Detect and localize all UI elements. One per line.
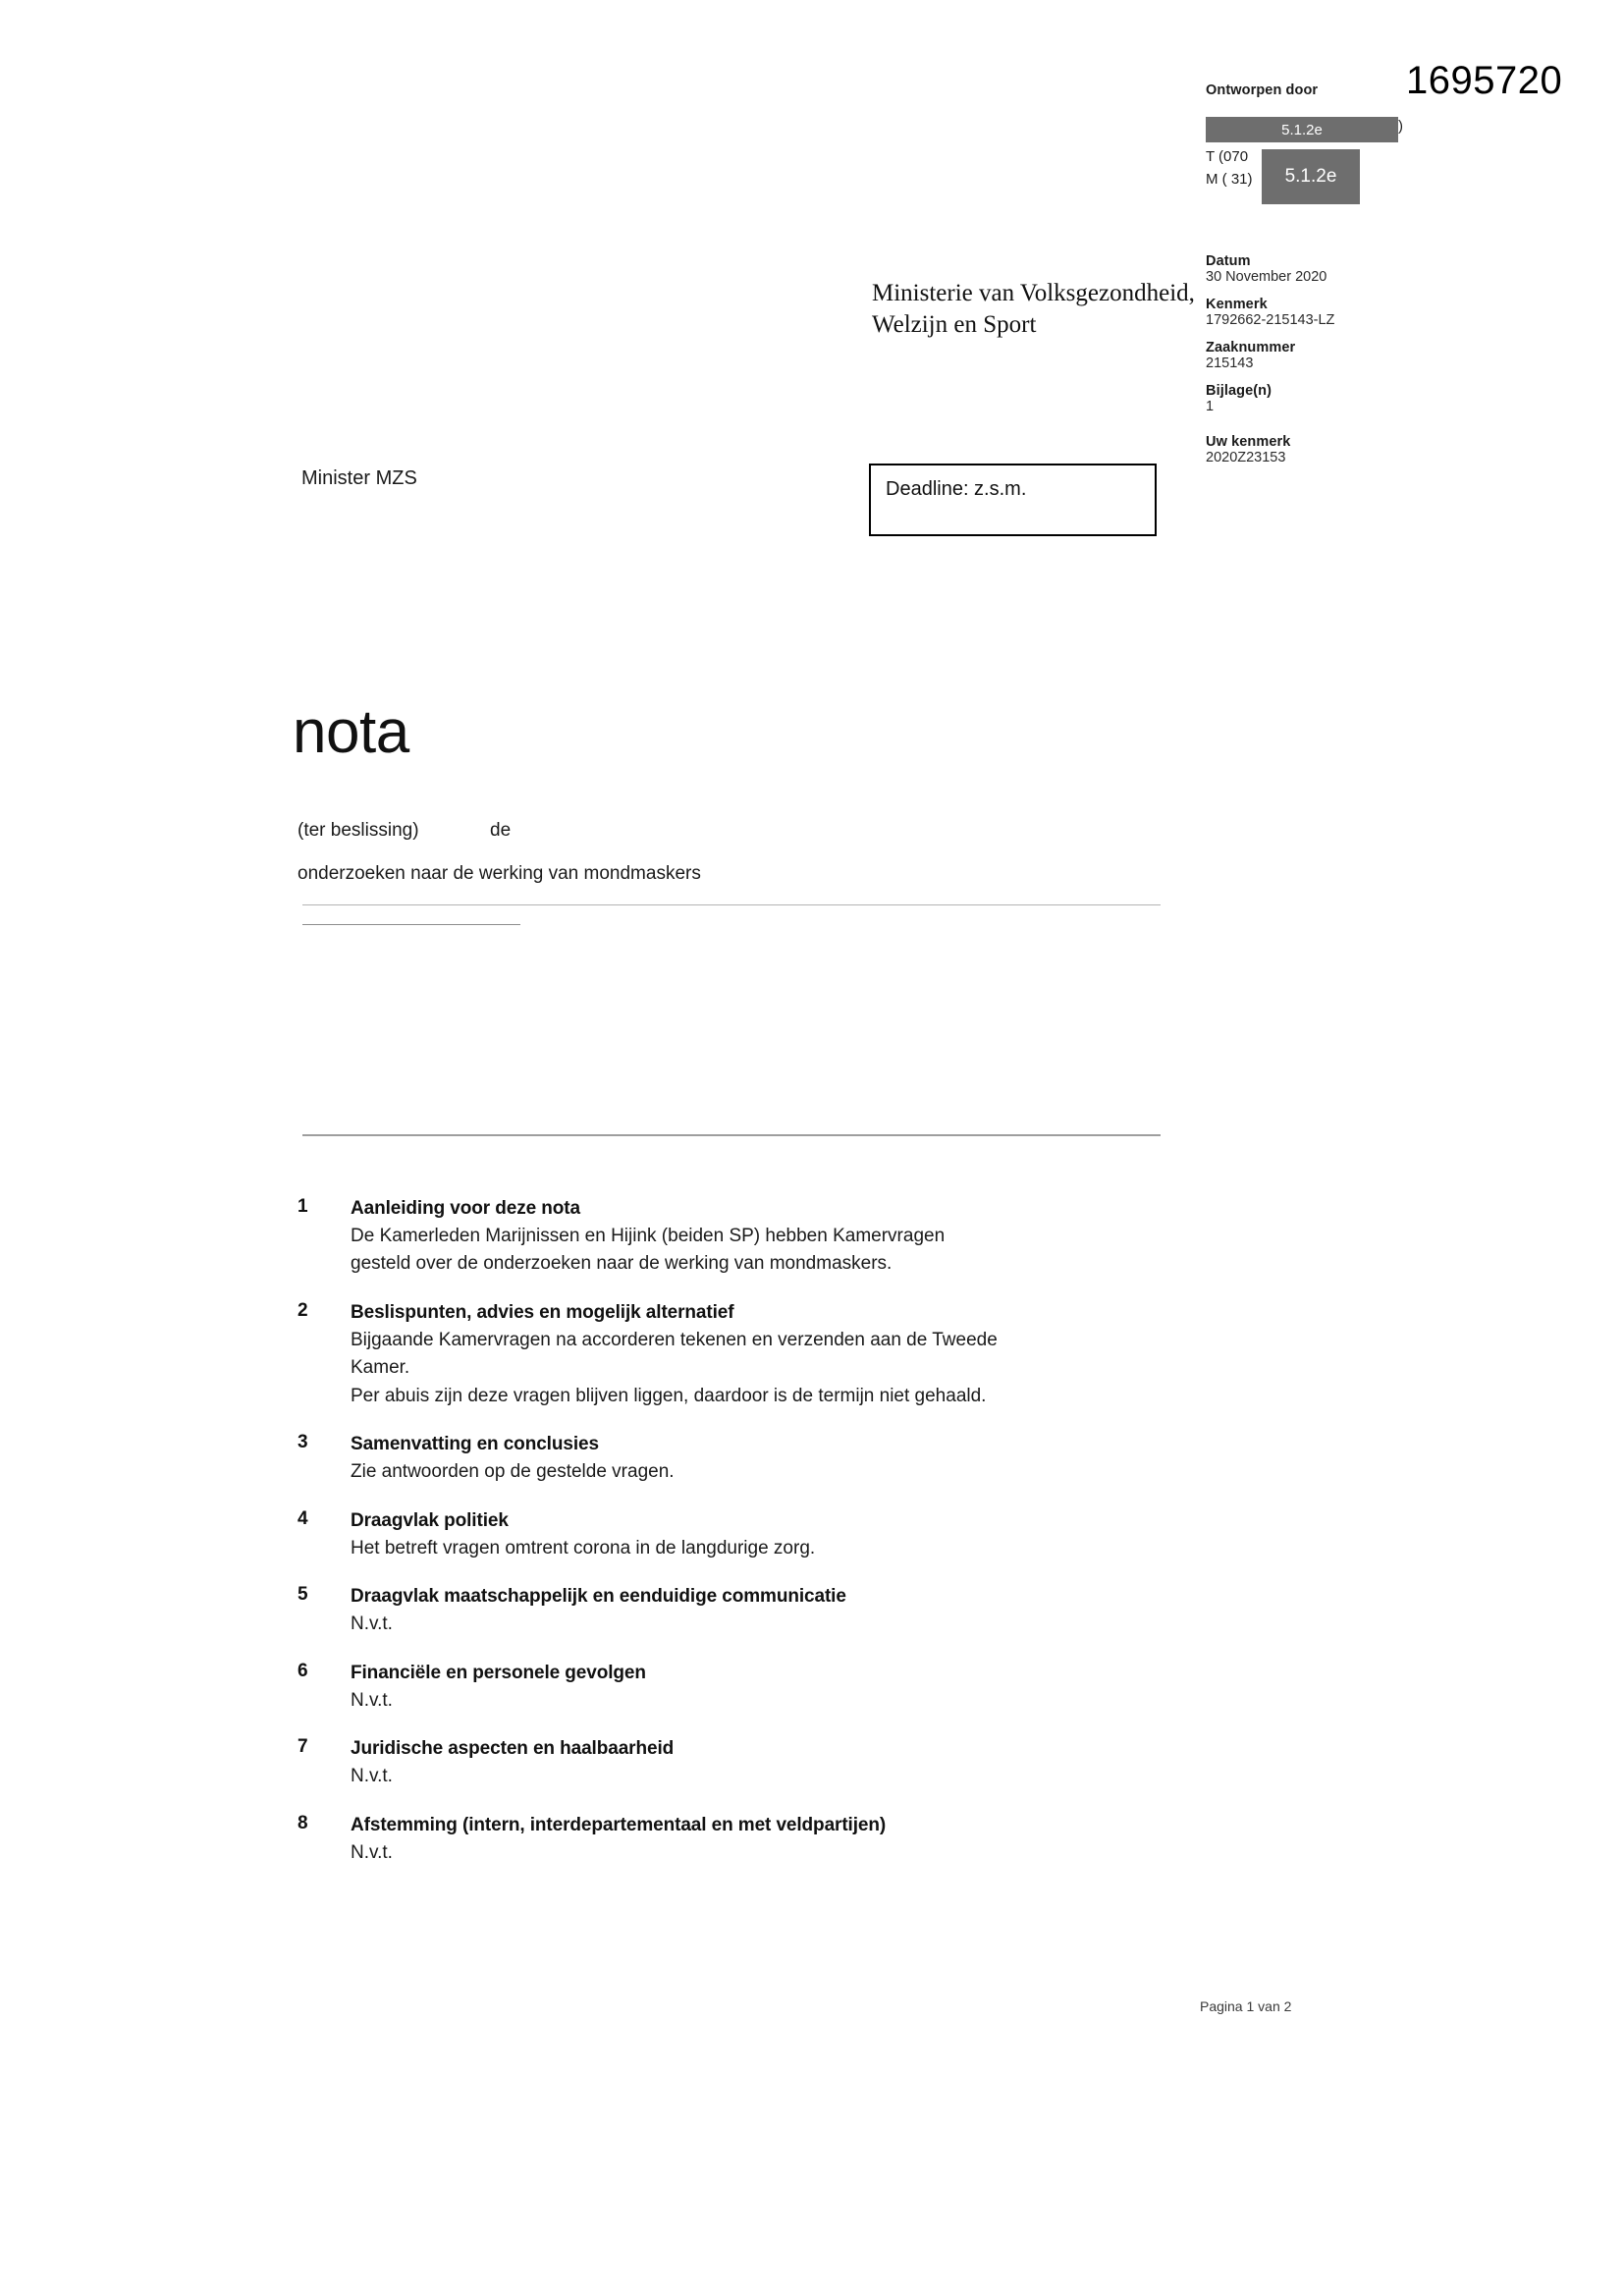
phone-line: T (070 (1206, 148, 1249, 165)
divider-subject (302, 904, 1161, 905)
section-number: 7 (298, 1736, 308, 1758)
metadata-value-zaaknummer: 215143 (1206, 355, 1254, 371)
section-number: 4 (298, 1507, 308, 1529)
designed-by-paren: ) (1398, 118, 1403, 135)
section-4 (298, 1508, 1181, 1562)
designed-by-label: Ontworpen door (1206, 82, 1319, 98)
metadata-label-uw-kenmerk: Uw kenmerk (1206, 434, 1291, 450)
section-number: 8 (298, 1812, 308, 1833)
section-line: Kamer. (351, 1357, 410, 1379)
metadata-item-kenmerk (1206, 297, 1451, 328)
section-number: 5 (298, 1584, 308, 1606)
ministry-logo (872, 278, 1218, 341)
section-body (351, 1813, 1181, 1867)
metadata-column (1206, 253, 1451, 477)
section-body (351, 1584, 1181, 1638)
section-body (351, 1300, 1181, 1410)
section-title: Samenvatting en conclusies (351, 1434, 599, 1455)
nota-subject: onderzoeken naar de werking van mondmaskers (298, 863, 701, 884)
section-title: Juridische aspecten en haalbaarheid (351, 1738, 675, 1760)
redaction-block: 5.1.2e (1262, 149, 1360, 204)
recipient-label: Minister MZS (301, 467, 417, 489)
metadata-label-bijlagen: Bijlage(n) (1206, 383, 1272, 399)
metadata-label-datum: Datum (1206, 253, 1251, 269)
nota-kind: (ter beslissing) (298, 820, 419, 841)
section-5 (298, 1584, 1181, 1638)
metadata-item-uw-kenmerk (1206, 434, 1451, 465)
section-body (351, 1736, 1181, 1790)
nota-kind-row (298, 820, 511, 842)
section-number: 1 (298, 1196, 308, 1217)
metadata-label-zaaknummer: Zaaknummer (1206, 340, 1296, 355)
metadata-value-uw-kenmerk: 2020Z23153 (1206, 450, 1286, 465)
section-line: gesteld over de onderzoeken naar de werking van mondmaskers. (351, 1253, 893, 1275)
section-1 (298, 1196, 1181, 1279)
mobile-line: M ( 31) (1206, 171, 1253, 189)
divider-main (302, 1134, 1161, 1136)
section-2 (298, 1300, 1181, 1410)
section-line: N.v.t. (351, 1689, 393, 1711)
section-title: Draagvlak politiek (351, 1509, 509, 1531)
section-number: 3 (298, 1432, 308, 1453)
section-line: De Kamerleden Marijnissen en Hijink (beiden SP) hebben Kamervragen (351, 1225, 946, 1246)
section-8 (298, 1813, 1181, 1867)
section-number: 2 (298, 1299, 308, 1321)
section-line: N.v.t. (351, 1613, 393, 1635)
section-line: Per abuis zijn deze vragen blijven liggen, daardoor is de termijn niet gehaald. (351, 1385, 987, 1406)
redaction-bar: 5.1.2e (1206, 117, 1398, 142)
deadline-text: Deadline: z.s.m. (886, 478, 1027, 500)
section-line: N.v.t. (351, 1841, 393, 1863)
section-title: Beslispunten, advies en mogelijk alternatief (351, 1301, 734, 1323)
ministry-logo-line-2: Welzijn en Sport (872, 311, 1037, 338)
section-title: Financiële en personele gevolgen (351, 1662, 646, 1683)
metadata-label-kenmerk: Kenmerk (1206, 297, 1268, 312)
section-line: Bijgaande Kamervragen na accorderen tekenen en verzenden aan de Tweede (351, 1329, 998, 1350)
section-3 (298, 1432, 1181, 1486)
section-body (351, 1196, 1181, 1279)
designed-by-label-clipped (1206, 82, 1451, 116)
metadata-value-kenmerk: 1792662-215143-LZ (1206, 312, 1335, 328)
metadata-item-bijlagen (1206, 383, 1451, 414)
section-body (351, 1432, 1181, 1486)
ministry-logo-line-1: Ministerie van Volksgezondheid, (872, 280, 1195, 306)
section-body (351, 1661, 1181, 1715)
section-6 (298, 1661, 1181, 1715)
contact-lines (1206, 145, 1253, 191)
archive-stamp-number: 1695720 (1406, 59, 1563, 102)
page-footer: Pagina 1 van 2 (1200, 1998, 1292, 2014)
section-7 (298, 1736, 1181, 1790)
metadata-item-zaaknummer (1206, 340, 1451, 371)
sections-list (298, 1196, 1181, 1888)
divider-short (302, 924, 520, 925)
section-line: Zie antwoorden op de gestelde vragen. (351, 1461, 675, 1483)
section-line: Het betreft vragen omtrent corona in de langdurige zorg. (351, 1537, 816, 1558)
section-title: Draagvlak maatschappelijk en eenduidige communicatie (351, 1586, 846, 1608)
deadline-box (869, 464, 1157, 536)
section-number: 6 (298, 1660, 308, 1681)
page-title: nota (293, 698, 409, 766)
nota-article: de (490, 820, 512, 841)
metadata-item-datum (1206, 253, 1451, 285)
section-title: Afstemming (intern, interdepartementaal en met veldpartijen) (351, 1814, 887, 1835)
section-title: Aanleiding voor deze nota (351, 1198, 580, 1219)
section-line: N.v.t. (351, 1766, 393, 1787)
metadata-value-datum: 30 November 2020 (1206, 269, 1327, 285)
section-body (351, 1508, 1181, 1562)
metadata-value-bijlagen: 1 (1206, 399, 1215, 414)
